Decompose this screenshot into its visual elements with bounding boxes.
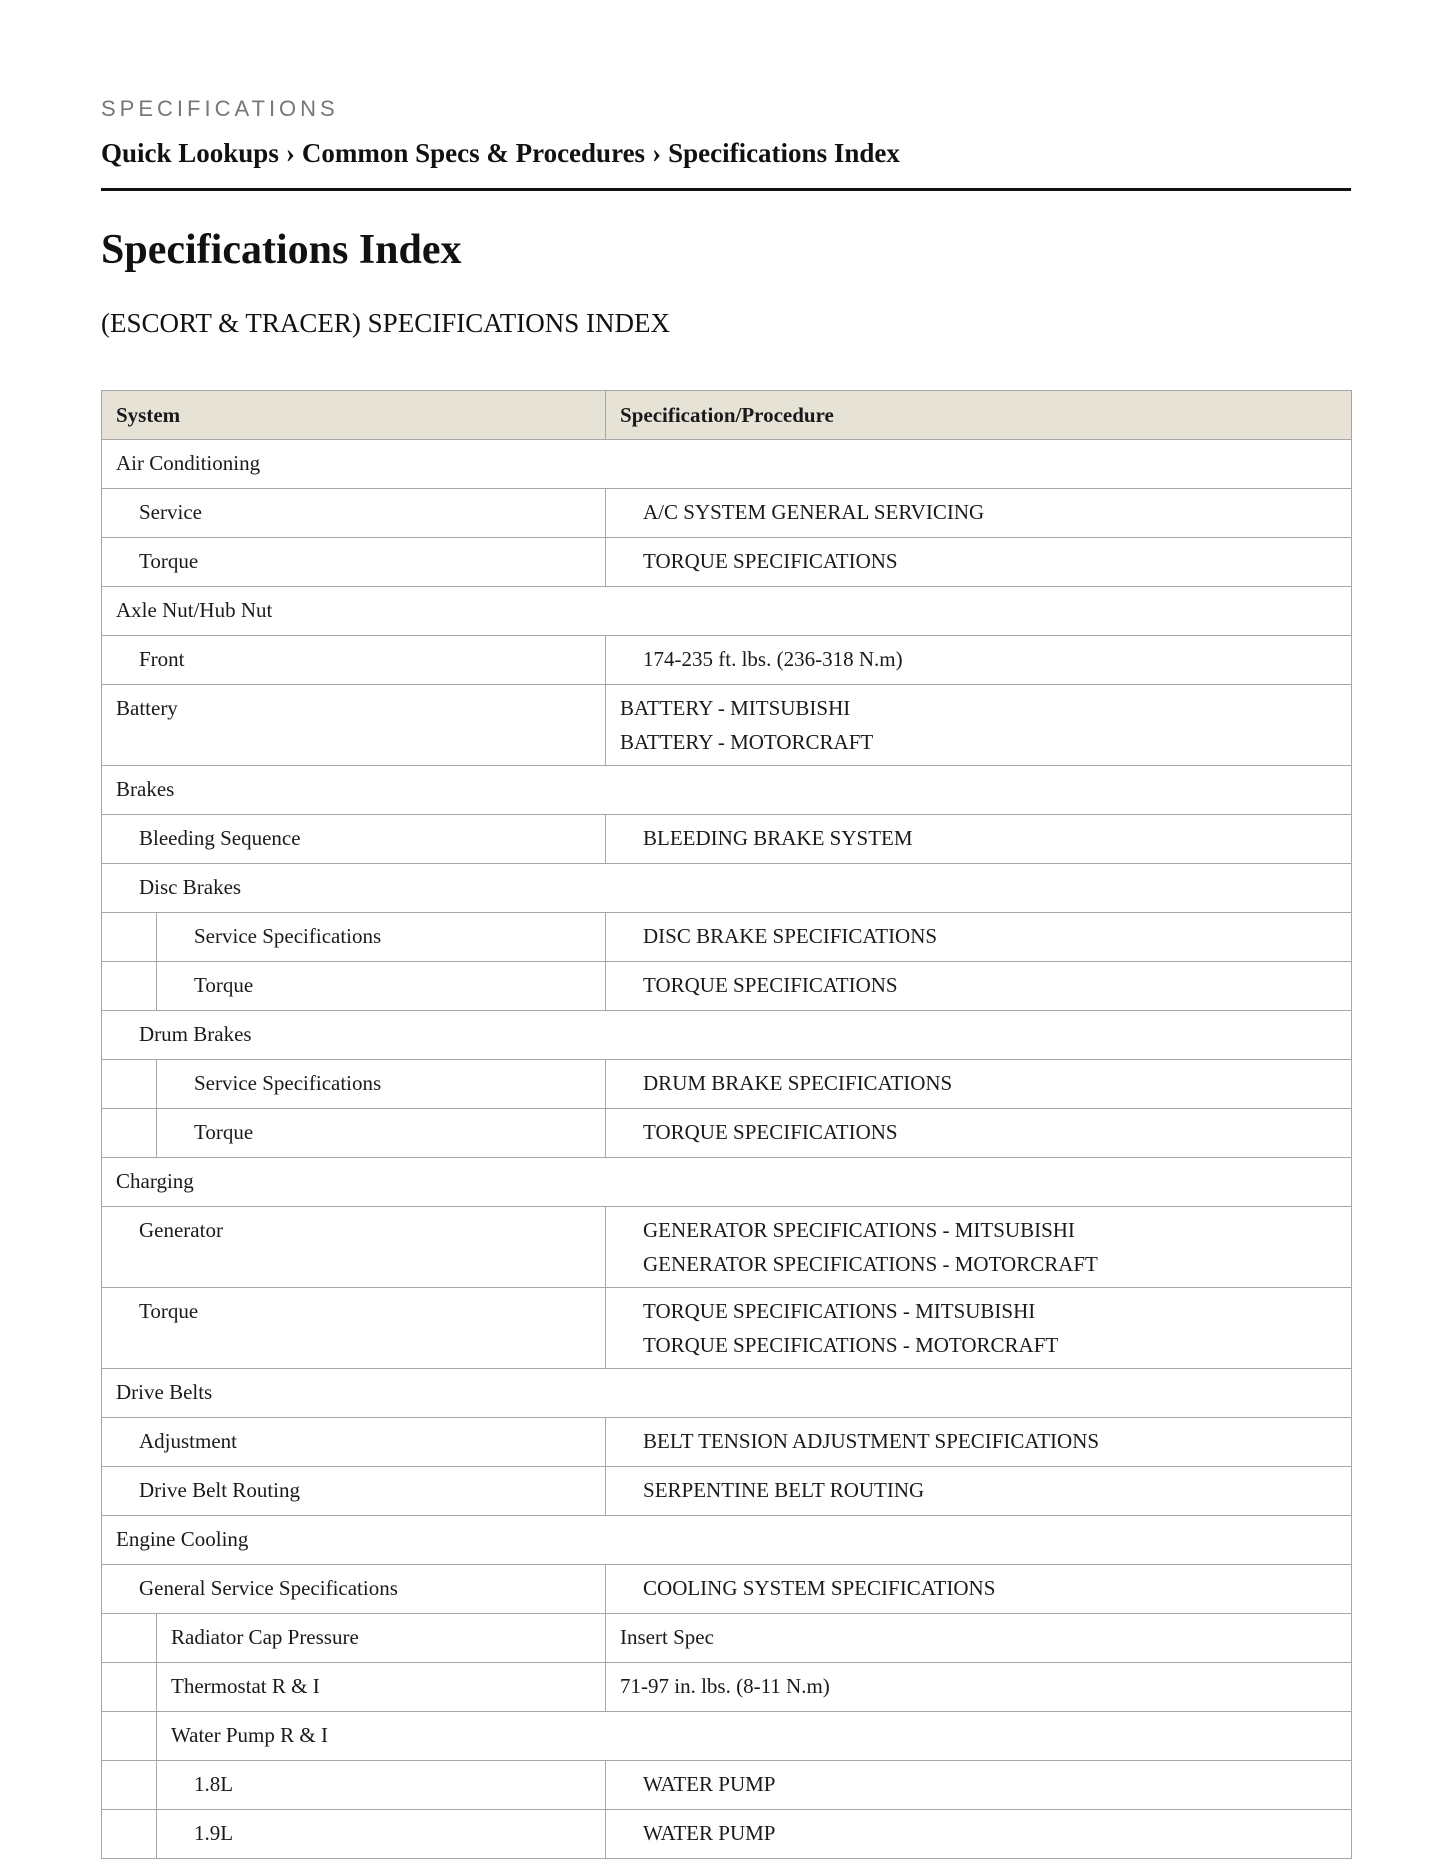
specification-cell [606, 1109, 1352, 1158]
table-group-row [102, 587, 1352, 636]
specification-cell [606, 1467, 1352, 1516]
table-group-row [102, 1516, 1352, 1565]
system-label: Engine Cooling [116, 1527, 249, 1551]
table-row [102, 685, 1352, 766]
specification-cell [606, 962, 1352, 1011]
page-title: Specifications Index [101, 227, 462, 273]
column-header-system: System [102, 391, 606, 440]
indent-cell [102, 913, 157, 962]
system-label: Torque [194, 973, 254, 997]
table-row [102, 1288, 1352, 1369]
specification-link[interactable]: DISC BRAKE SPECIFICATIONS [643, 924, 938, 948]
specification-cell [606, 1060, 1352, 1109]
specification-cell [606, 913, 1352, 962]
system-cell [102, 1158, 1352, 1207]
indent-cell [102, 1109, 157, 1158]
specification-cell [606, 1614, 1352, 1663]
system-label: Torque [139, 1299, 199, 1323]
system-cell [102, 1288, 606, 1369]
system-label: Axle Nut/Hub Nut [116, 598, 273, 622]
system-cell [102, 1369, 1352, 1418]
specification-link[interactable]: GENERATOR SPECIFICATIONS - MITSUBISHI [643, 1218, 1075, 1242]
specification-link[interactable]: 71-97 in. lbs. (8-11 N.m) [620, 1674, 830, 1698]
specification-cell [606, 1810, 1352, 1859]
system-label: Radiator Cap Pressure [171, 1625, 359, 1649]
system-label: Service [139, 500, 202, 524]
system-cell [157, 1060, 606, 1109]
table-row [102, 538, 1352, 587]
specification-cell [606, 1761, 1352, 1810]
specification-cell [606, 815, 1352, 864]
system-cell [157, 1614, 606, 1663]
indent-cell [102, 1761, 157, 1810]
table-group-row [102, 1011, 1352, 1060]
system-label: Drum Brakes [139, 1022, 252, 1046]
specification-link[interactable]: GENERATOR SPECIFICATIONS - MOTORCRAFT [643, 1252, 1098, 1276]
system-cell [102, 587, 1352, 636]
table-row [102, 1761, 1352, 1810]
system-label: Charging [116, 1169, 194, 1193]
system-label: Thermostat R & I [171, 1674, 320, 1698]
breadcrumb-separator: › [285, 138, 295, 168]
table-body [102, 440, 1352, 1859]
system-cell [102, 538, 606, 587]
system-cell [102, 1418, 606, 1467]
specification-cell [606, 1207, 1352, 1288]
system-label: Torque [139, 549, 199, 573]
specification-cell [606, 1565, 1352, 1614]
specification-cell [606, 1663, 1352, 1712]
table-row [102, 815, 1352, 864]
indent-cell [102, 1712, 157, 1761]
system-label: Bleeding Sequence [139, 826, 301, 850]
system-label: Battery [116, 696, 178, 720]
table-row [102, 1467, 1352, 1516]
system-cell [157, 1712, 1352, 1761]
specifications-table [101, 390, 1352, 1859]
system-label: Brakes [116, 777, 175, 801]
system-label: 1.9L [194, 1821, 234, 1845]
system-cell [157, 1761, 606, 1810]
specification-cell [606, 1288, 1352, 1369]
table-row [102, 1565, 1352, 1614]
indent-cell [102, 1614, 157, 1663]
table-row [102, 1207, 1352, 1288]
specification-link[interactable]: WATER PUMP [643, 1772, 776, 1796]
indent-cell [102, 962, 157, 1011]
specification-cell [606, 538, 1352, 587]
table-row [102, 1614, 1352, 1663]
system-cell [102, 1467, 606, 1516]
system-label: Adjustment [139, 1429, 237, 1453]
system-cell [102, 440, 1352, 489]
specification-cell [606, 636, 1352, 685]
specification-cell [606, 1418, 1352, 1467]
system-label: Service Specifications [194, 924, 382, 948]
section-kicker: SPECIFICATIONS [101, 96, 339, 121]
column-header-specification: Specification/Procedure [606, 391, 1352, 440]
table-row [102, 1810, 1352, 1859]
system-cell [102, 1565, 606, 1614]
specification-link[interactable]: TORQUE SPECIFICATIONS - MOTORCRAFT [643, 1333, 1059, 1357]
system-label: Water Pump R & I [171, 1723, 328, 1747]
system-label: Front [139, 647, 185, 671]
specification-cell [606, 489, 1352, 538]
table-row [102, 913, 1352, 962]
specification-link[interactable]: 174-235 ft. lbs. (236-318 N.m) [643, 647, 903, 671]
breadcrumb [101, 138, 900, 169]
table-group-row [102, 766, 1352, 815]
table-row [102, 1663, 1352, 1712]
specification-link[interactable]: WATER PUMP [643, 1821, 776, 1845]
table-row [102, 1418, 1352, 1467]
table-row [102, 489, 1352, 538]
specification-link[interactable]: TORQUE SPECIFICATIONS [643, 973, 898, 997]
specification-cell [606, 685, 1352, 766]
indent-cell [102, 1663, 157, 1712]
system-cell [102, 766, 1352, 815]
system-cell [157, 1810, 606, 1859]
table-group-row [102, 864, 1352, 913]
table-row [102, 1109, 1352, 1158]
specification-link[interactable]: TORQUE SPECIFICATIONS - MITSUBISHI [643, 1299, 1036, 1323]
specification-link[interactable]: TORQUE SPECIFICATIONS [643, 549, 898, 573]
system-cell [102, 1207, 606, 1288]
system-label: Service Specifications [194, 1071, 382, 1095]
specification-link[interactable]: BELT TENSION ADJUSTMENT SPECIFICATIONS [643, 1429, 1100, 1453]
table-row [102, 1060, 1352, 1109]
indent-cell [102, 1810, 157, 1859]
system-label: 1.8L [194, 1772, 234, 1796]
table-row [102, 636, 1352, 685]
system-label: Drive Belt Routing [139, 1478, 300, 1502]
breadcrumb-separator: › [652, 138, 662, 168]
specification-link[interactable]: DRUM BRAKE SPECIFICATIONS [643, 1071, 953, 1095]
system-cell [102, 815, 606, 864]
table-header-row [102, 391, 1352, 440]
breadcrumb-quick-lookups[interactable]: Quick Lookups [101, 138, 279, 168]
system-label: Drive Belts [116, 1380, 213, 1404]
system-cell [157, 1663, 606, 1712]
table-group-row [102, 1369, 1352, 1418]
table-row [102, 962, 1352, 1011]
specification-link[interactable]: BLEEDING BRAKE SYSTEM [643, 826, 913, 850]
specification-link[interactable]: TORQUE SPECIFICATIONS [643, 1120, 898, 1144]
table-group-row [102, 440, 1352, 489]
specification-link[interactable]: COOLING SYSTEM SPECIFICATIONS [643, 1576, 996, 1600]
header-divider [101, 188, 1351, 191]
system-label: Disc Brakes [139, 875, 242, 899]
specification-link[interactable]: BATTERY - MITSUBISHI [620, 696, 851, 720]
breadcrumb-common-specs[interactable]: Common Specs & Procedures [301, 138, 646, 168]
system-cell [102, 864, 1352, 913]
system-label: Air Conditioning [116, 451, 261, 475]
system-cell [102, 685, 606, 766]
system-cell [102, 489, 606, 538]
system-cell [157, 1109, 606, 1158]
system-cell [102, 1516, 1352, 1565]
system-label: General Service Specifications [139, 1576, 398, 1600]
specification-link[interactable]: BATTERY - MOTORCRAFT [620, 730, 874, 754]
indent-cell [102, 1060, 157, 1109]
system-label: Generator [139, 1218, 223, 1242]
specification-link[interactable]: A/C SYSTEM GENERAL SERVICING [643, 500, 985, 524]
table-group-row [102, 1158, 1352, 1207]
system-cell [102, 636, 606, 685]
table-group-row [102, 1712, 1352, 1761]
system-cell [157, 913, 606, 962]
breadcrumb-specifications-index[interactable]: Specifications Index [668, 138, 900, 168]
specification-link[interactable]: SERPENTINE BELT ROUTING [643, 1478, 925, 1502]
system-label: Torque [194, 1120, 254, 1144]
system-cell [157, 962, 606, 1011]
system-cell [102, 1011, 1352, 1060]
page-subtitle: (ESCORT & TRACER) SPECIFICATIONS INDEX [101, 308, 670, 338]
specification-link[interactable]: Insert Spec [620, 1625, 714, 1649]
